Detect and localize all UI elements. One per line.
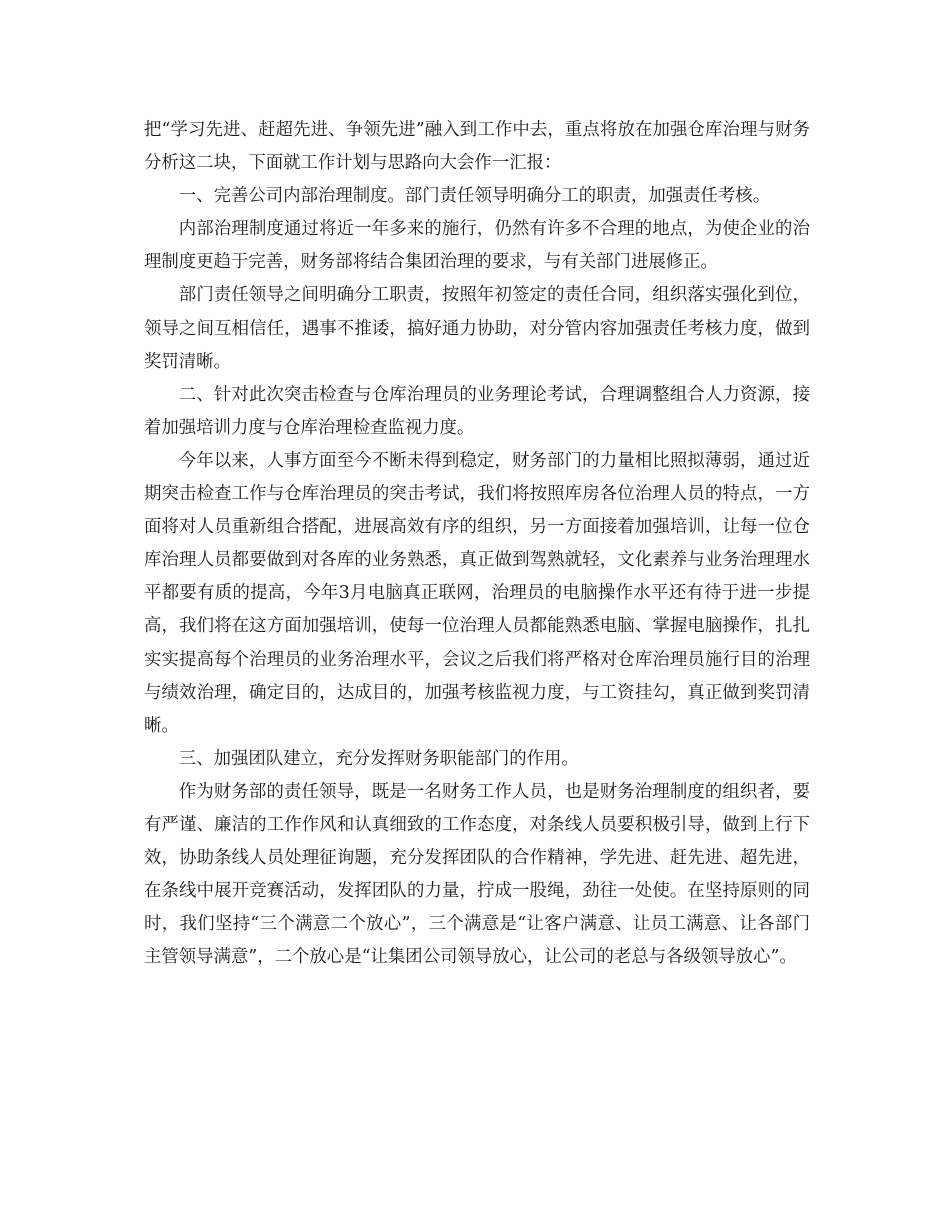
paragraph-section-1-a: 内部治理制度通过将近一年多来的施行，仍然有许多不合理的地点，为使企业的治理制度更趋于完善，财务部将结合集团治理的要求，与有关部门进展修正。 bbox=[144, 219, 810, 273]
paragraph-section-1-b: 部门责任领导之间明确分工职责，按照年初签定的责任合同，组织落实强化到位，领导之间互相信任，遇事不推诿，搞好通力协助，对分管内容加强责任考核力度，做到奖罚清晰。 bbox=[144, 285, 810, 372]
heading-section-1: 一、完善公司内部治理制度。部门责任领导明确分工的职责，加强责任考核。 bbox=[178, 186, 771, 207]
heading-section-2: 二、针对此次突击检查与仓库治理员的业务理论考试，合理调整组合人力资源，接着加强培训力度与仓库治理检查监视力度。 bbox=[144, 384, 810, 438]
paragraph-intro: 把“学习先进、赶超先进、争领先进”融入到工作中去，重点将放在加强仓库治理与财务分析这二块，下面就工作计划与思路向大会作一汇报： bbox=[144, 120, 810, 174]
paragraph-section-3: 作为财务部的责任领导，既是一名财务工作人员，也是财务治理制度的组织者，要有严谨、廉洁的工作作风和认真细致的工作态度，对条线人员要积极引导，做到上行下效，协助条线人员处理征询题，充分发挥团队的合作精神，学先进、赶先进、超先进，在条线中展开竞赛活动，发挥团队的力量，拧成一股绳，劲往一处使。在坚持原则的同时，我们坚持“三个满意二个放心”，三个满意是“让客户满意、让员工满意、让各部门主管领导满意”，二个放心是“让集团公司领导放心，让公司的老总与各级领导放心”。 bbox=[144, 781, 810, 968]
document-body bbox=[144, 114, 810, 974]
paragraph-section-2: 今年以来，人事方面至今不断未得到稳定，财务部门的力量相比照拟薄弱，通过近期突击检查工作与仓库治理员的突击考试，我们将按照库房各位治理人员的特点，一方面将对人员重新组合搭配，进展高效有序的组织，另一方面接着加强培训，让每一位仓库治理人员都要做到对各库的业务熟悉，真正做到驾熟就轻，文化素养与业务治理理水平都要有质的提高，今年3月电脑真正联网，治理员的电脑操作水平还有待于进一步提高，我们将在这方面加强培训，使每一位治理人员都能熟悉电脑、掌握电脑操作，扎扎实实提高每个治理员的业务治理水平，会议之后我们将严格对仓库治理员施行目的治理与绩效治理，确定目的，达成目的，加强考核监视力度，与工资挂勾，真正做到奖罚清晰。 bbox=[144, 450, 810, 736]
heading-section-3: 三、加强团队建立，充分发挥财务职能部门的作用。 bbox=[178, 748, 579, 769]
